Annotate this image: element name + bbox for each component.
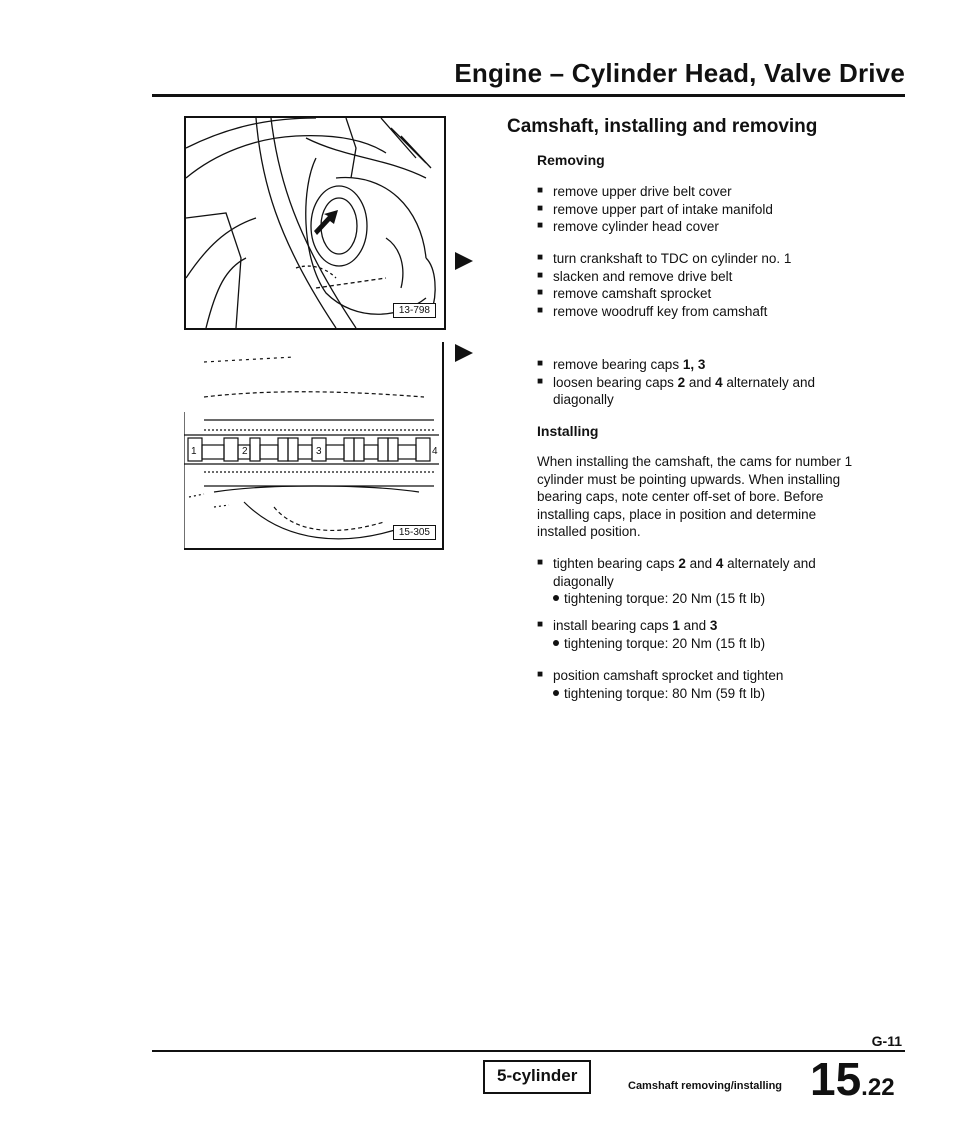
list-item: ■ remove upper part of intake manifold bbox=[537, 201, 867, 219]
engine-variant-badge: 5-cylinder bbox=[483, 1060, 591, 1094]
bullet-dot-icon bbox=[553, 595, 559, 601]
bearing-cap-callout: 4 bbox=[432, 446, 438, 457]
list-item: ■ remove upper drive belt cover bbox=[537, 183, 867, 201]
list-item: ■ position camshaft sprocket and tighten tightening torque: 80 Nm (59 ft lb) bbox=[537, 667, 867, 702]
list-item: ■ remove woodruff key from camshaft bbox=[537, 303, 867, 321]
torque-spec: tightening torque: 20 Nm (15 ft lb) bbox=[553, 590, 867, 608]
camshaft-illustration bbox=[184, 342, 442, 548]
installing-step-2 bbox=[537, 617, 867, 652]
torque-spec: tightening torque: 20 Nm (15 ft lb) bbox=[553, 635, 867, 653]
list-item: ■ turn crankshaft to TDC on cylinder no. 1 bbox=[537, 250, 867, 268]
bearing-cap-callout: 2 bbox=[242, 446, 248, 457]
list-item: ■ remove camshaft sprocket bbox=[537, 285, 867, 303]
footer-rule bbox=[152, 1050, 905, 1052]
removing-steps-group-2 bbox=[537, 250, 867, 320]
bearing-cap-callout: 3 bbox=[316, 446, 322, 457]
engine-bay-illustration bbox=[186, 118, 444, 328]
page-code: G-11 bbox=[871, 1033, 902, 1049]
figure-label: 15-305 bbox=[393, 525, 436, 540]
list-item: ■ remove bearing caps 1, 3 bbox=[537, 356, 867, 374]
installing-step-1 bbox=[537, 555, 867, 608]
torque-spec: tightening torque: 80 Nm (59 ft lb) bbox=[553, 685, 867, 703]
bullet-dot-icon bbox=[553, 640, 559, 646]
header-rule bbox=[152, 94, 905, 97]
pointer-arrow bbox=[455, 252, 473, 270]
figure-engine-bay bbox=[184, 116, 446, 330]
footer-caption: Camshaft removing/installing bbox=[628, 1080, 783, 1092]
pointer-arrow bbox=[455, 344, 473, 362]
list-item: ■ remove cylinder head cover bbox=[537, 218, 867, 236]
installing-paragraph: When installing the camshaft, the cams for number 1 cylinder must be pointing upwards. When installing bearing caps, note center off-set of bore. Before installing caps, place in position and determine installed position. bbox=[537, 454, 853, 539]
subheading-removing: Removing bbox=[537, 152, 605, 168]
removing-steps-group-1 bbox=[537, 183, 867, 236]
list-item: ■ loosen bearing caps 2 and 4 alternately and diagonally bbox=[537, 374, 867, 409]
installing-step-3 bbox=[537, 667, 867, 702]
list-item: ■ install bearing caps 1 and 3 tightening torque: 20 Nm (15 ft lb) bbox=[537, 617, 867, 652]
list-item: ■ tighten bearing caps 2 and 4 alternately and diagonally tightening torque: 20 Nm (15 ft lb) bbox=[537, 555, 867, 608]
removing-steps-group-3 bbox=[537, 356, 867, 409]
page-header-title: Engine – Cylinder Head, Valve Drive bbox=[454, 58, 905, 88]
list-item: ■ slacken and remove drive belt bbox=[537, 268, 867, 286]
section-title: Camshaft, installing and removing bbox=[507, 116, 818, 137]
figure-camshaft bbox=[184, 342, 444, 550]
subheading-installing: Installing bbox=[537, 423, 599, 439]
bearing-cap-callout: 1 bbox=[191, 446, 197, 457]
figure-label: 13-798 bbox=[393, 303, 436, 318]
bullet-dot-icon bbox=[553, 690, 559, 696]
page-number: 15.22 bbox=[810, 1053, 895, 1105]
